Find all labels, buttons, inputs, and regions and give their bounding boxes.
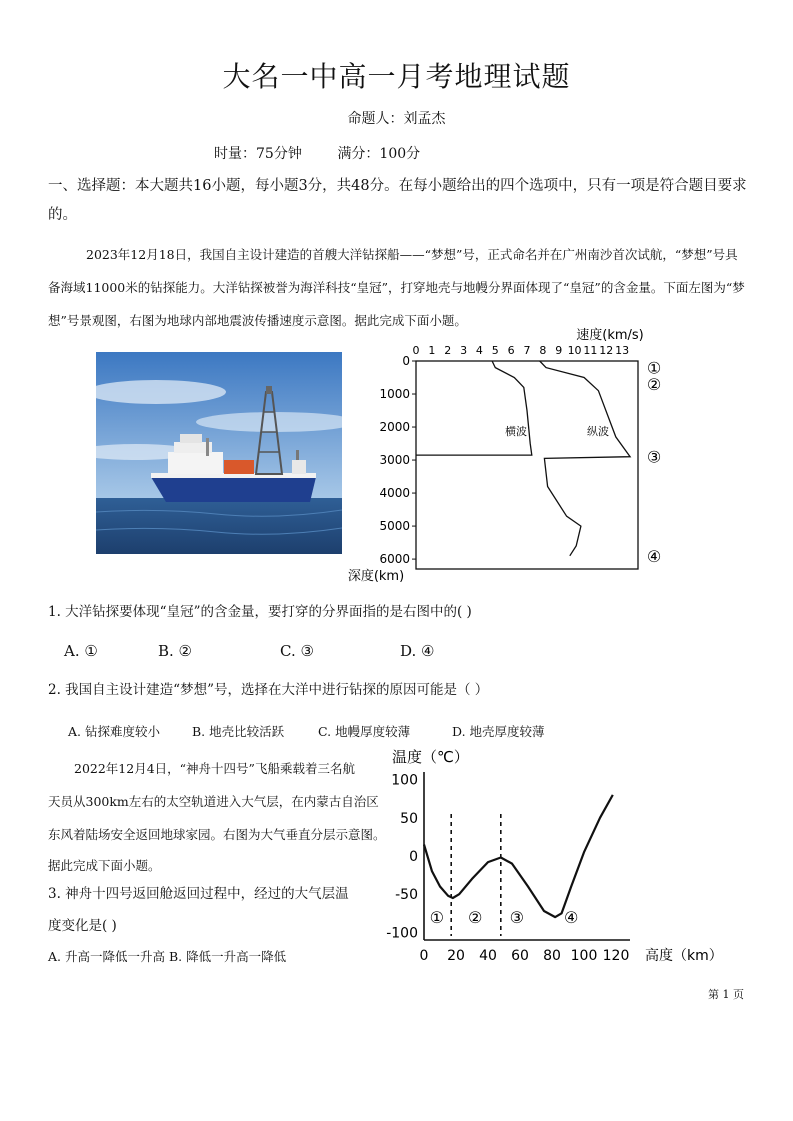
q3-stem-1: 3. 神舟十四号返回舱返回过程中，经过的大气层温: [48, 886, 349, 902]
exam-score: 满分：100分: [337, 146, 421, 162]
seismic-x-tick: 13: [615, 344, 630, 357]
temp-x-tick: 60: [511, 948, 529, 964]
seismic-y-tick: 5000: [379, 519, 410, 534]
temp-x-tick: 80: [543, 948, 561, 964]
page-title: 大名一中高一月考地理试题: [222, 60, 571, 93]
seismic-marker: ④: [646, 546, 662, 566]
layer-label: ④: [564, 908, 579, 928]
passage-1-text: 2023年12月18日，我国自主设计建造的首艘大洋钻探船——“梦想”号，正式命名并在广州南沙首次试航，“梦想”号具备海域11000米的钻探能力。大洋钻探被誉为海洋科技“皇冠”，打穿地壳与地幔分界面体现了“皇冠”的含金量。下面左图为“梦想”号景观图，右图为地球内部地震波传播速度示意图。据此完成下面小题。: [48, 247, 745, 328]
seismic-x-tick: 10: [567, 344, 582, 357]
exam-info: [214, 143, 420, 163]
seismic-x-tick: 4: [475, 344, 483, 357]
seismic-x-tick: 0: [412, 344, 420, 357]
q1-option-a[interactable]: A. ①: [64, 642, 98, 660]
seismic-x-tick: 5: [491, 344, 499, 357]
temp-y-ticks: [386, 773, 418, 942]
q1-stem: 1. 大洋钻探要体现“皇冠”的含金量，要打穿的分界面指的是右图中的( ): [48, 604, 472, 620]
q2-option-c[interactable]: C. 地幔厚度较薄: [318, 724, 411, 739]
q2-option-a[interactable]: A. 钻探难度较小: [68, 724, 160, 739]
seismic-plot-frame: [416, 361, 638, 569]
seismic-marker: ②: [646, 375, 662, 395]
temp-y-tick: -100: [386, 925, 418, 942]
temp-y-tick: -50: [395, 887, 418, 904]
temp-axes: [424, 772, 630, 940]
temp-x-title: 高度（km）: [645, 948, 723, 964]
seismic-x-ticks: [413, 344, 630, 357]
passage-2-line-3: 东风着陆场安全返回地球家园。右图为大气垂直分层示意图。: [48, 827, 386, 842]
temp-y-tick: 50: [400, 810, 418, 827]
temp-x-tick: 100: [570, 948, 598, 964]
q1-option-b[interactable]: B. ②: [158, 642, 193, 660]
q2-option-b[interactable]: B. 地壳比较活跃: [192, 724, 285, 739]
seismic-x-tick: 1: [428, 344, 436, 357]
seismic-x-tick: 9: [555, 344, 563, 357]
seismic-y-tick: 2000: [379, 420, 410, 435]
seismic-markers: [647, 359, 661, 566]
page-number: 第 1 页: [708, 988, 744, 1001]
layer-label: ③: [509, 908, 524, 928]
seismic-marker: ①: [646, 358, 662, 378]
temp-x-tick: 120: [602, 948, 630, 964]
seismic-y-tick: 6000: [379, 552, 410, 567]
s-wave-label: 横波: [505, 425, 527, 438]
temperature-curve: [424, 795, 613, 917]
passage-2-line-4: 据此完成下面小题。: [48, 858, 161, 873]
s-wave-line: [416, 361, 532, 455]
atmosphere-temperature-chart: [380, 742, 730, 972]
seismic-x-tick: 3: [460, 344, 468, 357]
seismic-x-tick: 7: [523, 344, 531, 357]
seismic-x-tick: 12: [599, 344, 614, 357]
temp-x-ticks: [420, 948, 630, 964]
ship-illustration: [96, 352, 342, 554]
seismic-x-tick: 6: [507, 344, 515, 357]
seismic-x-title: 速度(km/s): [576, 328, 644, 343]
layer-label: ①: [429, 908, 444, 928]
exam-time: 时量：75分钟: [214, 146, 302, 162]
q1-option-d[interactable]: D. ④: [400, 642, 435, 660]
temp-y-title: 温度（℃）: [392, 748, 469, 766]
ship-photo: [96, 352, 342, 554]
q3-options-ab[interactable]: A. 升高一降低一升高 B. 降低一升高一降低: [48, 949, 287, 964]
q1-option-c[interactable]: C. ③: [280, 642, 314, 660]
temp-y-tick: 0: [409, 849, 418, 865]
p-wave-label: 纵波: [587, 425, 609, 438]
seismic-x-tick: 2: [444, 344, 452, 357]
q2-option-d[interactable]: D. 地壳厚度较薄: [452, 724, 545, 739]
seismic-y-tick: 0: [402, 354, 410, 368]
q2-stem: 2. 我国自主设计建造“梦想”号，选择在大洋中进行钻探的原因可能是（ ）: [48, 682, 489, 698]
seismic-wave-chart: [340, 325, 670, 585]
seismic-x-tick: 11: [583, 344, 598, 357]
temp-y-tick: 100: [391, 772, 418, 789]
temp-x-tick: 20: [447, 948, 465, 964]
seismic-y-ticks: [379, 354, 416, 566]
passage-1: [48, 238, 748, 337]
section-intro: 一、选择题：本大题共16小题，每小题3分，共48分。在每小题给出的四个选项中，只有一项是符合题目要求的。: [48, 178, 747, 223]
seismic-x-tick: 8: [539, 344, 547, 357]
seismic-y-tick: 3000: [379, 453, 410, 468]
p-wave-line: [540, 361, 630, 556]
seismic-y-tick: 1000: [379, 387, 410, 402]
temp-x-tick: 0: [419, 948, 429, 964]
layer-label: ②: [468, 908, 483, 928]
seismic-y-title: 深度(km): [347, 569, 405, 584]
q3-stem-2: 度变化是( ): [48, 918, 117, 934]
passage-2-line-2: 天员从300km左右的太空轨道进入大气层，在内蒙古自治区: [48, 794, 379, 809]
passage-2-line-1: 2022年12月4日，“神舟十四号”飞船乘载着三名航: [74, 761, 355, 776]
question-setter: 命题人：刘孟杰: [347, 111, 446, 127]
seismic-y-tick: 4000: [379, 486, 410, 501]
seismic-marker: ③: [646, 447, 662, 467]
temp-x-tick: 40: [479, 948, 497, 964]
